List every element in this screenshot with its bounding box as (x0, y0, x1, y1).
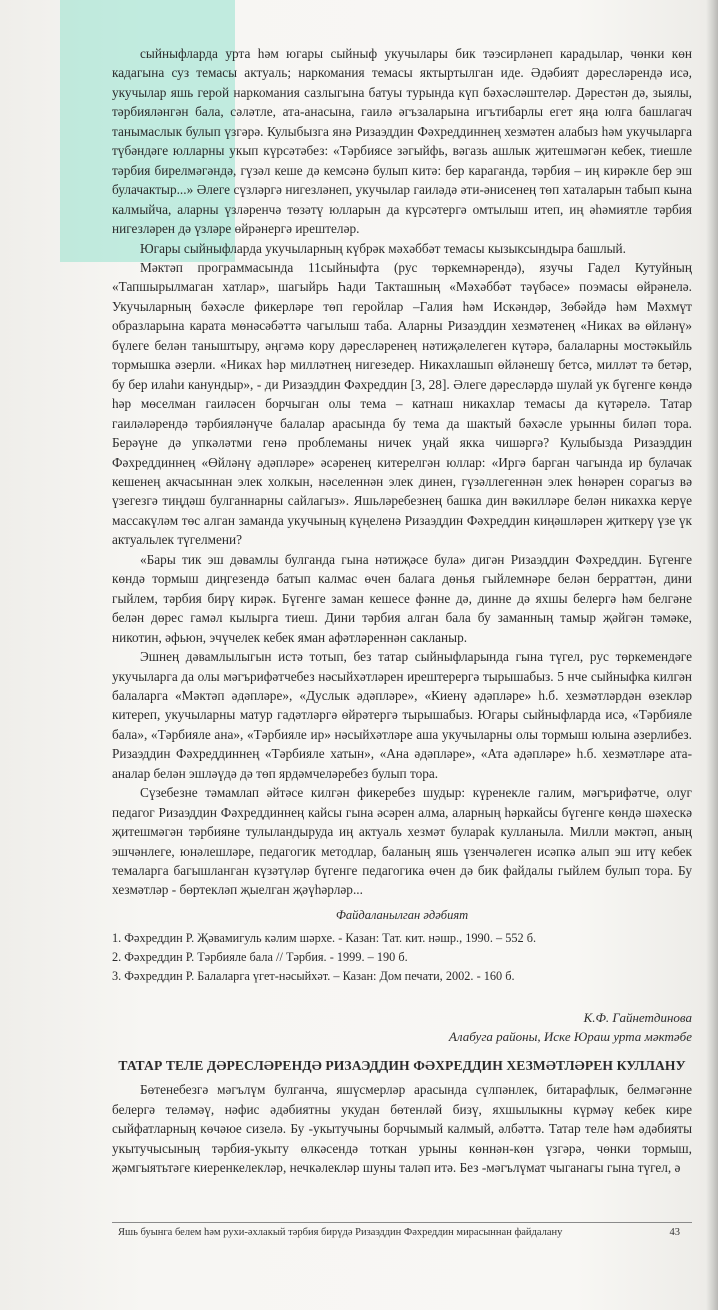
paragraph-7: Бөтенебезгә мәгълүм булганча, яшүсмерләр арасында сүлпәнлек, битарафлык, белмәгәнне белергә теләмәү, нәфис әдәбиятны укудан бөтенләй бизү, яхшылыкны күрмәү кебек кире сыйфатларның көчәюе сизелә. Бу -укытучыны борчымый калмый, әлбәттә. Татар теле һәм әдәбияты укытучысының тәрбия-укыту өлкәсендә тоткан урыны көннән-көн үзгәрә, чөнки тормыш, җәмгыятьтәге киеренкелекләр, нечкәлекләр шуны таләп итә. Без -мәгълүмат чыганагы гына түгел, ә (112, 1082, 692, 1176)
paragraph-3: Мәктәп программасында 11сыйныфта (рус төркемнәрендә), язучы Гадел Кутуйның «Тапшырылмаган хатлар», шагыйрь Һади Такташның «Мәхәббәт тәүбәсе» поэмасы өйрәнелә. Укучыларның бәхәсле фикерләре төп геройлар –Галия һәм Искәндәр, Зөбәйдә һәм Мәхмүт образларына карата мөнәсәбәттә чагылыш таба. Аларны Ризаэддин хезмәтенең «Никах вә өйләнү» бүлеге белән таныштыру, әңгәмә кору дәресләренең нәтиҗәлелеген күтәрә, балаларны мостәкыйль тормышка әзерли. «Никах һәр милләтнең нигезедер. Никахлашып өйләнешү бетсә, милләт тә бетәр, бу бер илаһи канундыр», - ди Ризаэддин Фәхреддин [3, 28]. Әлеге дәресләрдә шулай ук бүгенге көндә һәр мөселман гаиләсен борчыган олы тема – катнаш никахлар темасы да күтәрелә. Татар гаиләләрендә тәрбияләнүче балалар арасында бу тема да шактый бәхәсле урынны биләп тора. Берәүне дә упкәләтми генә проблеманы ничек уңай якка чишәргә? Кулыбызда Ризаэддин Фәхреддиннең «Өйләнү әдәпләре» әсәренең китерелгән юллар: «Иргә барган чагында ир булачак кешенең акчасыннан элек холкын, нәселеннән элек динен, гүзәллегеннән элек һөнәрен сорагыз вә үзегезгә тиңдәш булганнарны сайлагыз». Яшьләребезнең башка дин вәкилләре белән никахка керүе массакүләм төс алган заманда укучының күңеленә Ризаэддин Фәхреддин киңәшләрен җиткерү үзе үк актуальлек түгелмени? (112, 259, 692, 548)
author-school: Алабуга районы, Иске Юраш урта мәктәбе (448, 1029, 692, 1045)
paragraph-4: «Бары тик эш дәвамлы булганда гына нәтиҗәсе була» дигән Ризаэддин Фәхреддин. Бүгенге көндә тормыш диңгезендә батып калмас өчен балага дөнья гыйлемнәре белән берраттән, дини гыйлем, тәрбия бирү кирәк. Бүгенге заман кешесе фәнне дә, динне дә яхшы белергә һәм белгәне белән дөрес гамәл кылырга тиеш. Дини тәрбия алган бала бу заманның тамыр җәйгән тәмәке, никотин, әфьюн, эчүчелек кебек яман афәтләреннән сакланыр. (112, 551, 692, 645)
reference-item: 1. Фәхреддин Р. Җәвамигуль кәлим шәрхе. - Казан: Тат. кит. нәшр., 1990. – 552 б. (112, 931, 537, 946)
reference-item: 3. Фәхреддин Р. Балаларга үгет-нәсыйхәт. – Казан: Дом печати, 2002. - 160 б. (112, 969, 515, 984)
sources-heading: Файдаланылган әдәбият (335, 907, 469, 922)
paragraph-2: Югары сыйныфларда укучыларның күбрәк мәхәббәт темасы кызыксындыра башлый. (140, 240, 626, 256)
paragraph-5: Эшнең дәвамлылыгын истә тотып, без татар сыйныфларында гына түгел, рус төркемендәге укучыларга да олы мәгърифәтчебез нәсыйхәтләрен ирештерергә тырышабыз. 5 нче сыйныфка килгән балаларга «Мәктәп әдәпләре», «Дуслык әдәпләре», «Киенү әдәпләре» һ.б. хезмәтләрдән өзекләр китереп, укучыларны матур гадәтләргә өйрәтергә тырышабыз. Югары сыйныфларда исә, «Тәрбияле бала», «Тәрбияле ана», «Тәрбияле ир» нәсыйхәтләре аша укучыларны олы тормыш юлына әзерлибез. Ризаэддин Фәхреддиннең «Тәрбияле хатын», «Ана әдәпләре», «Ата әдәпләре» һ.б. хезмәтләре ата-аналар белән эшләүдә дә төп ярдәмчеләребез булып тора. (112, 649, 692, 781)
author-name: К.Ф. Гайнетдинова (583, 1010, 692, 1026)
footer-divider (112, 1222, 692, 1223)
page-number: 43 (669, 1227, 680, 1238)
paragraph-6: Сүзебезне тәмамлап әйтәсе килгән фикеребез шудыр: күренекле галим, мәгърифәтче, олуг педагог Ризаэддин Фәхреддиннең кайсы гына әсәрен алма, аларның һәркайсы бүгенге көндә шәхескә җитешмәгән тәрбияне тулыландыруда иң актуаль хезмәт булараk кулланыла. Милли мәктәп, аның эшчәнлеге, юнәлешләре, педагогик методлар, баланың яшь үзенчәлеген исәпкә алып эш итү кебек темаларга багышланган күзәтүләр бүгенге педагогика өчен дә бик файдалы гыйлем булып тора. Бу хезмәтләр - бөртекләп җыелган җәүһәрләр... (112, 785, 692, 898)
reference-item: 2. Фәхреддин Р. Тәрбияле бала // Тәрбия. - 1999. – 190 б. (112, 950, 408, 965)
article-title: ТАТАР ТЕЛЕ ДӘРЕСЛӘРЕНДӘ РИЗАЭДДИН ФӘХРЕДДИН ХЕЗМӘТЛӘРЕН КУЛЛАНУ (118, 1058, 686, 1074)
page-edge-shadow (706, 0, 718, 1310)
paragraph-1: сыйныфларда урта һәм югары сыйныф укучылары бик тәэсирләнеп карадылар, чөнки көн кадагына суз темасы актуаль; наркомания темасы яктыртылган иде. Әдәбият дәресләрендә исә, укучылар яшь герой наркомания сазлыгына батуы турында күп бәхәсләштеләр. Дәрестән дә, зыялы, тәрбияләнгән бала, сәләтле, ата-анасына, гаилә әгъзаларына игътибарлы егет яңа юлга башлагач танымаслык булып үзгәрә. Кулыбызга янә Ризаэддин Фәхреддиннең хезмәтен алабыз һәм укучыларга түбәндәге юлларны укып күрсәтәбез: «Тәрбиясе зәгыйфь, вәгазь ашлык җитешмәгән кебек, тиешле тәрбия бирелмәгәндә, гүзәл кеше дә кемсәнә булып китә: бер караганда, тәрбия – иң кирәкле бер эш булачактыр...» Әлеге сүзләргә нигезләнеп, укучылар гаиләдә әти-әнисенең төп хаталарын табып кына калмыйча, аларны үзләренчә төзәтү юлларын да күрсәтергә омтылыш итеп, иң әһәмиятле тәрбия нигезләрен дә үзләре өйрәнергә ирештеләр. (112, 46, 692, 237)
page-content (112, 44, 692, 1178)
reference-list (112, 929, 692, 986)
running-footer: Яшь буынга белем һәм рухи-әхлакый тәрбия бирүдә Ризаэддин Фәхреддин мирасыннан файдалану (118, 1227, 563, 1238)
